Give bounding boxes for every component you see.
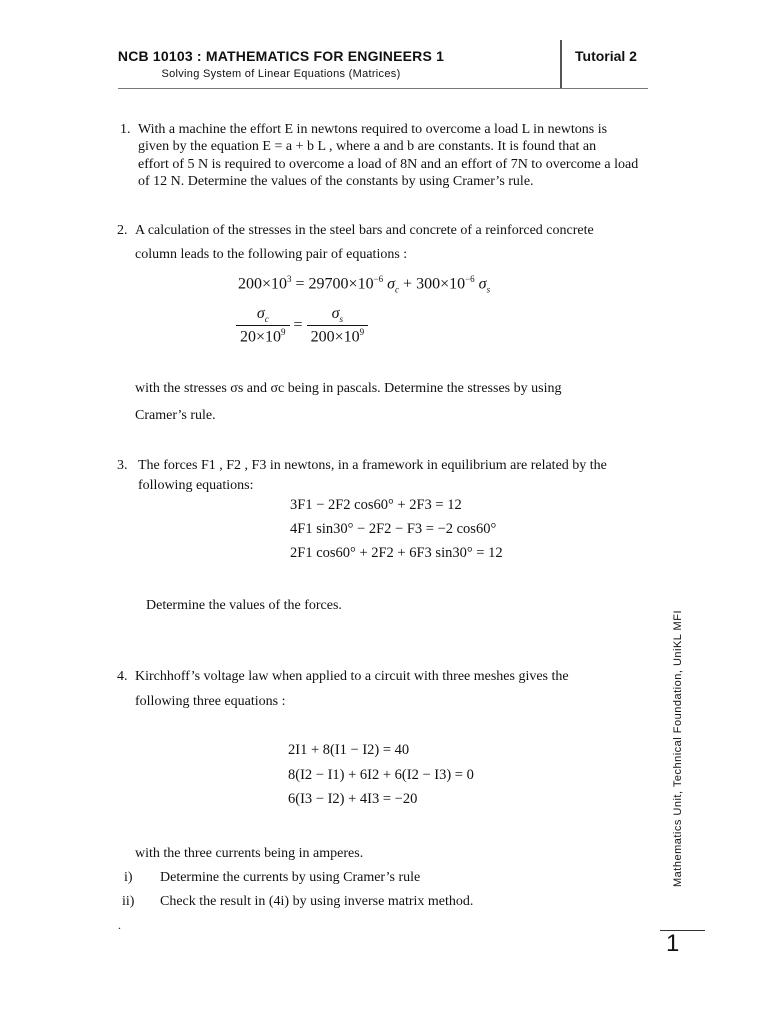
q4-line-2: following three equations : [135, 694, 286, 709]
q2-line-1: A calculation of the stresses in the steel bars and concrete of a reinforced concrete [135, 223, 594, 238]
page-subtitle: Solving System of Linear Equations (Matrices) [161, 68, 401, 80]
q1-line-3: effort of 5 N is required to overcome a load of 8N and an effort of 7N to overcome a load [138, 157, 639, 172]
q2-equation-2: $\frac{\sigma_c}{20\times 10^9}$ = $\frac{\sigma_s}{200\times 10^9}$ [236, 305, 368, 347]
q3-closing: Determine the values of the forces. [146, 598, 342, 613]
q2-equation-1: $200\times 10^3 = 29700\times 10^{-6}$ $\sigma_c + 300\times 10^{-6}$ $\sigma_s$ [238, 274, 491, 295]
q4-item-i-label: i) [124, 870, 133, 885]
stray-dot: . [118, 918, 121, 932]
course-title: NCB 10103 : MATHEMATICS FOR ENGINEERS 1 [117, 48, 445, 64]
q2-number: 2. [117, 223, 128, 238]
q4-item-ii-label: ii) [122, 894, 135, 909]
q4-equation-2: 8(I2 − I1) + 6I2 + 6(I2 − I3) = 0 [288, 767, 474, 783]
q3-equation-1: 3F1 − 2F2 cos60° + 2F3 = 12 [290, 497, 462, 513]
header-rule [118, 88, 648, 89]
q4-item-i: Determine the currents by using Cramer’s rule [160, 870, 421, 885]
q3-number: 3. [117, 458, 128, 473]
q4-number: 4. [117, 669, 128, 684]
q1-line-1: With a machine the effort E in newtons required to overcome a load L in newtons is [138, 122, 608, 137]
q4-line-3: with the three currents being in amperes. [135, 846, 364, 861]
q3-equation-2: 4F1 sin30° − 2F2 − F3 = −2 cos60° [290, 521, 497, 537]
q1-line-4: of 12 N. Determine the values of the constants by using Cramer’s rule. [138, 174, 534, 189]
q2-line-3: with the stresses σs and σc being in pascals. Determine the stresses by using [135, 381, 562, 396]
q3-line-1: The forces F1 , F2 , F3 in newtons, in a framework in equilibrium are related by the [138, 458, 607, 473]
side-margin-text: Mathematics Unit, Technical Foundation, UniKL MFI [672, 609, 684, 887]
q3-line-2: following equations: [138, 478, 254, 493]
page-number: 1 [666, 930, 680, 957]
q1-number: 1. [120, 122, 131, 137]
q2-line-4: Cramer’s rule. [135, 408, 216, 423]
q3-equation-3: 2F1 cos60° + 2F2 + 6F3 sin30° = 12 [290, 545, 503, 561]
q4-equation-3: 6(I3 − I2) + 4I3 = −20 [288, 791, 418, 807]
q1-line-2: given by the equation E = a + b L , where a and b are constants. It is found that an [138, 139, 597, 154]
tutorial-label: Tutorial 2 [575, 48, 637, 64]
q4-item-ii: Check the result in (4i) by using inverse matrix method. [160, 894, 474, 909]
q4-line-1: Kirchhoff’s voltage law when applied to a circuit with three meshes gives the [135, 669, 569, 684]
q2-line-2: column leads to the following pair of equations : [135, 247, 408, 262]
header-divider [560, 40, 562, 88]
q4-equation-1: 2I1 + 8(I1 − I2) = 40 [288, 742, 410, 758]
